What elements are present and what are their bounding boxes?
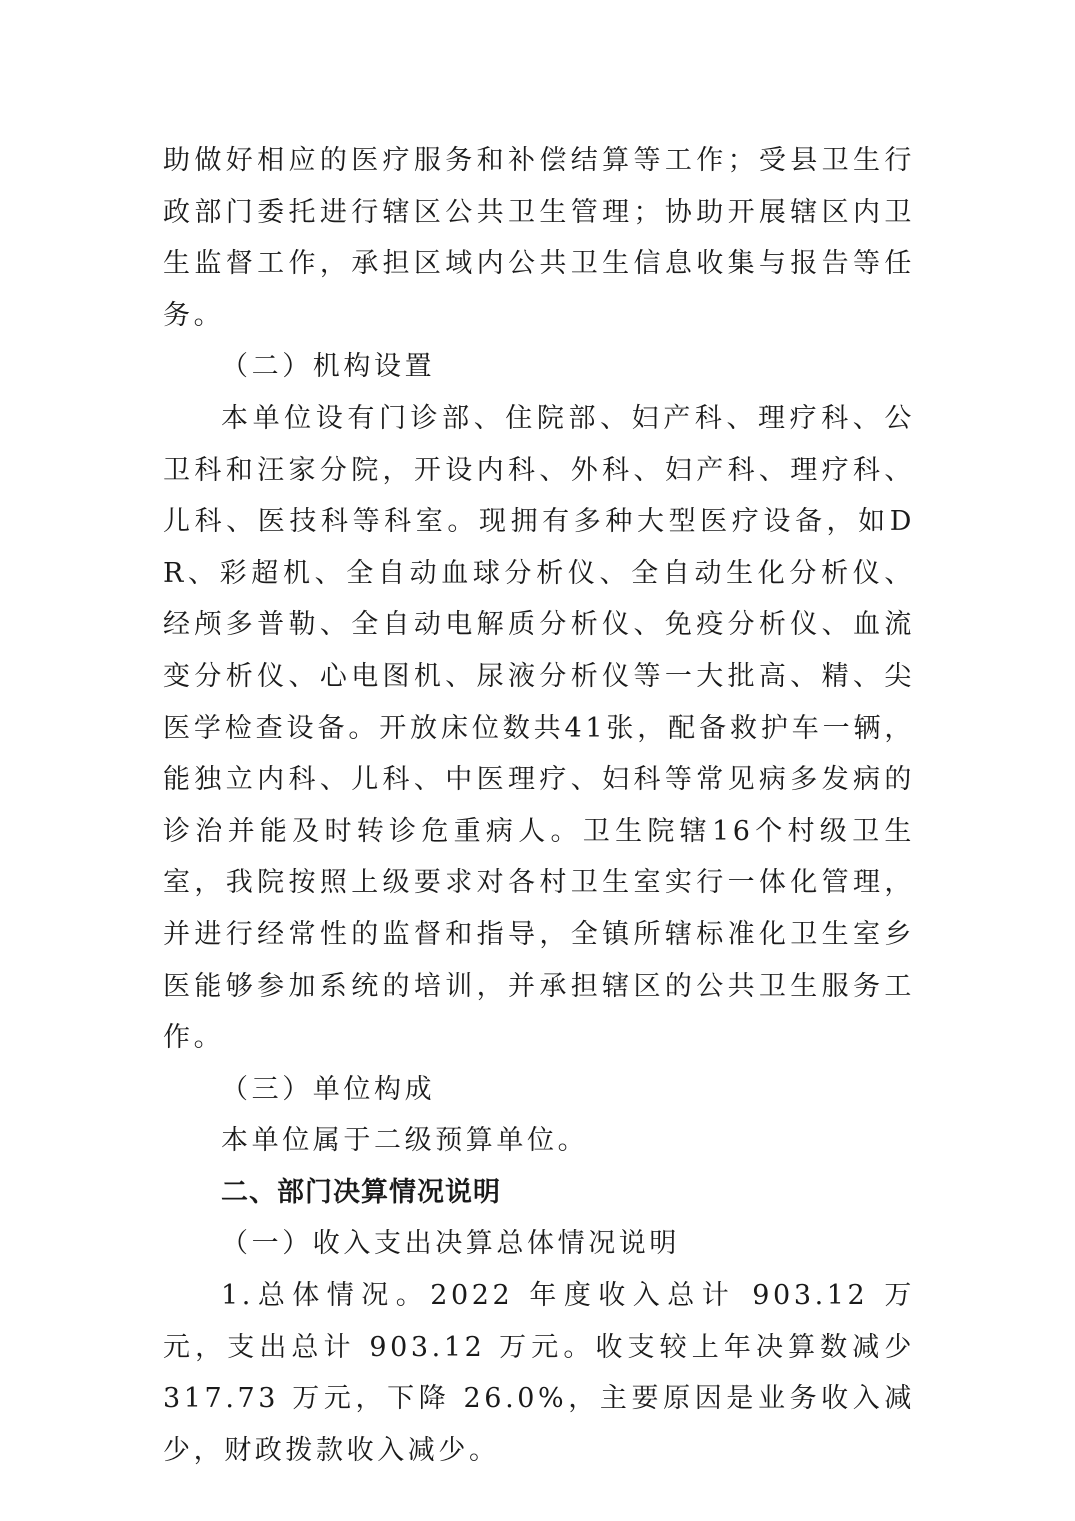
paragraph-organization-setup: 本单位设有门诊部、住院部、妇产科、理疗科、公卫科和汪家分院，开设内科、外科、妇产科、理疗科、儿科、医技科等科室。现拥有多种大型医疗设备，如DR、彩超机、全自动血球分析仪、全自动生化分析仪、经颅多普勒、全自动电解质分析仪、免疫分析仪、血流变分析仪、心电图机、尿液分析仪等一大批高、精、尖医学检查设备。开放床位数共41张，配备救护车一辆，能独立内科、儿科、中医理疗、妇科等常见病多发病的诊治并能及时转诊危重病人。卫生院辖16个村级卫生室，我院按照上级要求对各村卫生室实行一体化管理，并进行经常性的监督和指导，全镇所辖标准化卫生室乡医能够参加系统的培训，并承担辖区的公共卫生服务工作。 [163,402,915,1054]
paragraph-unit-composition: 本单位属于二级预算单位。 [221,1125,589,1157]
paragraph-duties-continued: 助做好相应的医疗服务和补偿结算等工作；受县卫生行政部门委托进行辖区公共卫生管理；协助开展辖区内卫生监督工作，承担区域内公共卫生信息收集与报告等任务。 [163,145,915,331]
document-body [163,135,915,1476]
heading-final-accounts: 二、部门决算情况说明 [221,1176,501,1208]
subheading-income-expenditure: （一）收入支出决算总体情况说明 [221,1228,680,1260]
paragraph-overall-situation: 1.总体情况。2022 年度收入总计 903.12 万元，支出总计 903.12 万元。收支较上年决算数减少 317.73 万元，下降 26.0%，主要原因是业务收入减少，财政拨款收入减少。 [163,1280,915,1466]
subheading-unit-composition: （三）单位构成 [221,1073,436,1105]
subheading-organization-setup: （二）机构设置 [221,351,436,383]
